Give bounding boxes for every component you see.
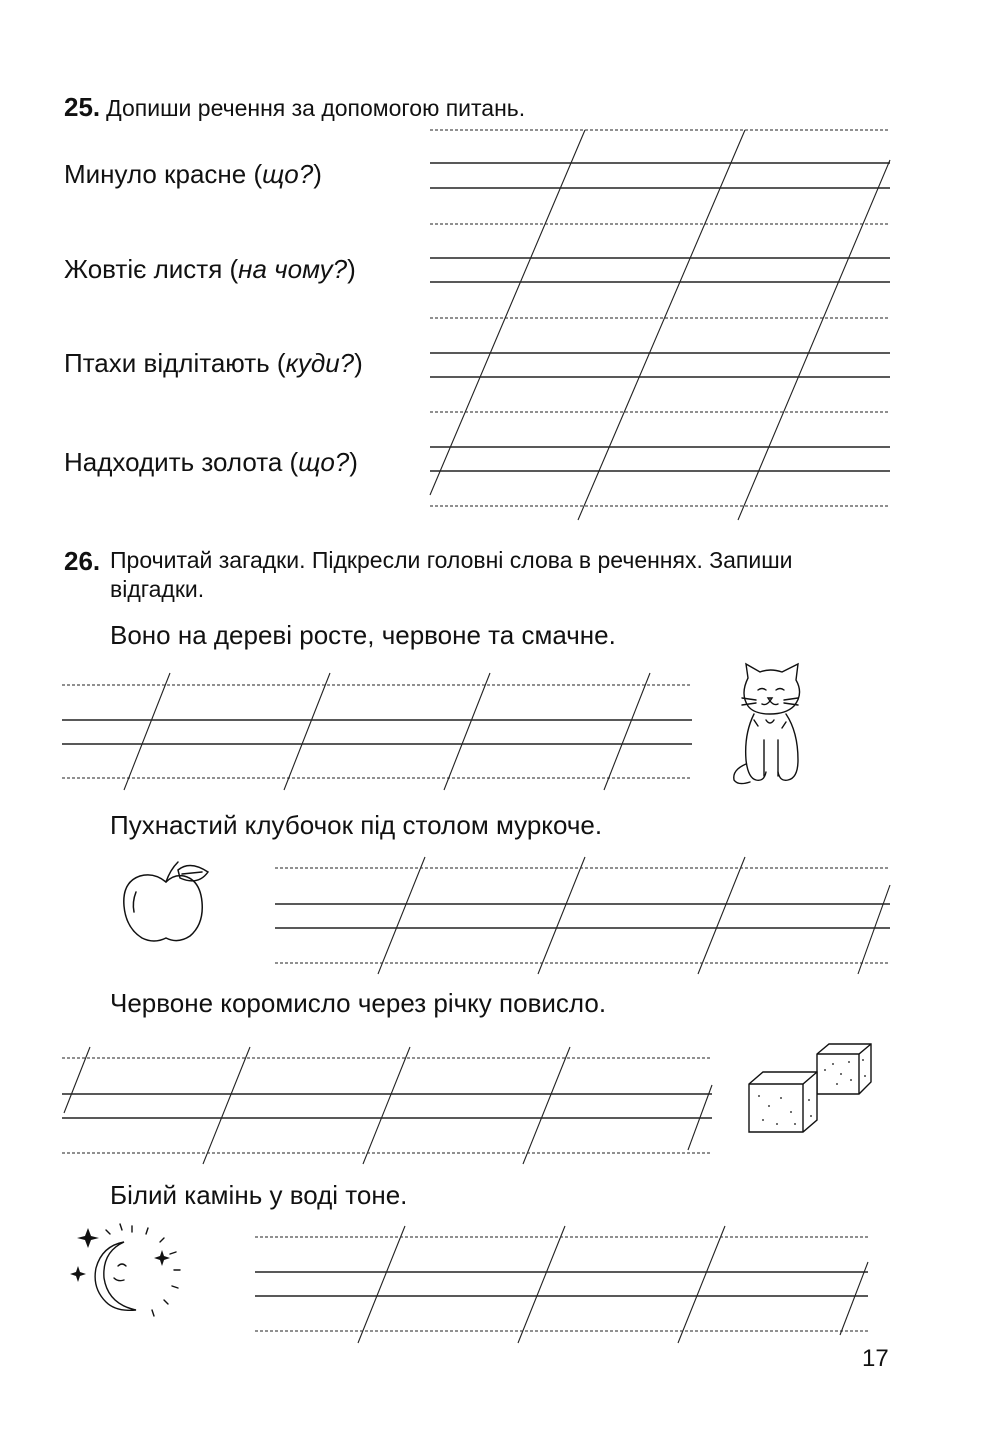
riddle-1: Воно на дереві росте, червоне та смачне. [110,620,616,650]
prompt-3-question: куди? [285,348,355,378]
exercise-25-number: 25. [64,92,101,122]
moon-icon [66,1222,184,1322]
cube-icon [745,1040,873,1134]
exercise-26-instruction: Прочитай загадки. Підкресли головні слова в реченнях. Запиши відгадки. [110,547,793,602]
prompt-4: Надходить золота (що?) [64,447,358,477]
exercise-26-number: 26. [64,546,101,576]
prompt-2: Жовтіє листя (на чому?) [64,254,356,284]
page-number: 17 [862,1345,889,1372]
apple-picture [118,858,214,948]
moon-and-stars-picture [66,1222,184,1322]
prompt-1: Минуло красне (що?) [64,159,322,189]
exercise-25-instruction: Допиши речення за допомогою питань. [106,95,526,121]
riddle-3: Червоне коромисло через річку повисло. [110,988,607,1018]
prompt-4-question: що? [298,447,350,477]
cat-picture [726,660,812,788]
sugar-cubes-picture [745,1040,873,1134]
riddle-2: Пухнастий клубочок під столом муркоче. [110,810,603,840]
prompt-1-question: що? [262,159,314,189]
apple-icon [118,858,214,948]
star-icon [70,1228,170,1282]
riddle-4: Білий камінь у воді тоне. [110,1180,408,1210]
prompt-2-question: на чому? [238,254,348,284]
cat-icon [726,660,812,788]
prompt-3: Птахи відлітають (куди?) [64,348,363,378]
